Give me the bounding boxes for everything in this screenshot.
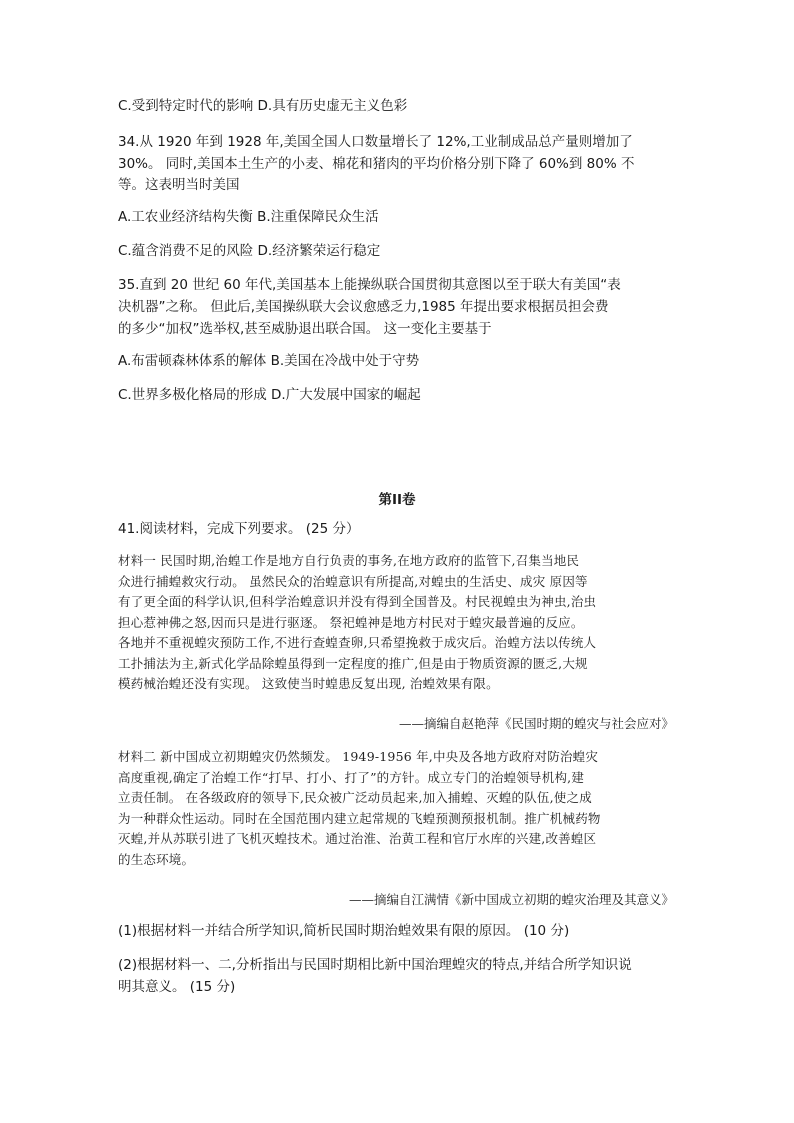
material-1	[118, 551, 678, 695]
q35-options-cd: C.世界多极化格局的形成 D.广大发展中国家的崛起	[118, 387, 421, 403]
material-1-line: 担心惹神佛之怒,因而只是进行驱逐。 祭祀蝗神是地方村民对于蝗灾最普遍的反应。	[118, 614, 584, 630]
q35-options-ab: A.布雷顿森林体系的解体 B.美国在冷战中处于守势	[118, 353, 420, 369]
material-2-line: 高度重视,确定了治蝗工作“打早、打小、打了”的方针。成立专门的治蝗领导机构,建	[118, 769, 585, 785]
q34-options-cd: C.蕴含消费不足的风险 D.经济繁荣运行稳定	[118, 243, 381, 259]
q41-requirement-2-line-2: 明其意义。 (15 分)	[118, 979, 236, 995]
q41-requirement-2-line-1: (2)根据材料一、二,分析指出与民国时期相比新中国治理蝗灾的特点,并结合所学知识说	[118, 957, 632, 973]
q34-stem-line-1: 34.从 1920 年到 1928 年,美国全国人口数量增长了 12%,工业制成品总产量则增加了	[118, 134, 633, 150]
q34-stem-line-3: 等。这表明当时美国	[118, 177, 240, 193]
material-1-line: 模药械治蝗还没有实现。 这致使当时蝗患反复出现, 治蝗效果有限。	[118, 676, 499, 691]
material-1-source: ——摘编自赵艳萍《民国时期的蝗灾与社会应对》	[398, 716, 674, 731]
q33-options-cd: C.受到特定时代的影响 D.具有历史虚无主义色彩	[118, 98, 408, 114]
q34-stem-line-2: 30%。 同时,美国本土生产的小麦、棉花和猪肉的平均价格分别下降了 60%到 80% 不	[118, 156, 635, 172]
q35-stem-line-2: 决机器”之称。 但此后,美国操纵联大会议愈感乏力,1985 年提出要求根据员担会费	[118, 299, 609, 315]
material-2-line: 灭蝗,并从苏联引进了飞机灭蝗技术。通过治淮、治黄工程和官厅水库的兴建,改善蝗区	[118, 831, 597, 846]
material-2-line: 立责任制。 在各级政府的领导下,民众被广泛动员起来,加入捕蝗、灭蝗的队伍,使之成	[118, 790, 592, 805]
material-2-source: ——摘编自江满情《新中国成立初期的蝗灾治理及其意义》	[348, 892, 674, 907]
material-1-line: 众进行捕蝗救灾行动。 虽然民众的治蝗意识有所提高,对蝗虫的生活史、成灾 原因等	[118, 573, 588, 589]
q41-stem: 41.阅读材料，完成下列要求。 (25 分）	[118, 521, 360, 537]
material-2-line: 的生态环境。	[118, 851, 195, 867]
material-2	[118, 747, 678, 870]
q34-options-ab: A.工农业经济结构失衡 B.注重保障民众生活	[118, 209, 379, 225]
material-1-line: 有了更全面的科学认识,但科学治蝗意识并没有得到全国普及。村民视蝗虫为神虫,治虫	[118, 594, 597, 609]
material-1-line: 各地并不重视蝗灾预防工作,不进行查蝗查卵,只希望挽救于成灾后。治蝗方法以传统人	[118, 635, 597, 650]
q41-requirement-1: (1)根据材料一并结合所学知识,简析民国时期治蝗效果有限的原因。 (10 分)	[118, 923, 570, 939]
material-2-line: 材料二 新中国成立初期蝗灾仍然频发。 1949-1956 年,中央及各地方政府对防治蝗灾	[118, 749, 599, 764]
section-title: 第II卷	[378, 492, 416, 508]
material-1-line: 工扑捕法为主,新式化学品除蝗虽得到一定程度的推广,但是由于物质资源的匮乏,大规	[118, 655, 588, 671]
q35-stem-line-1: 35.直到 20 世纪 60 年代,美国基本上能操纵联合国贯彻其意图以至于联大有美国“表	[118, 277, 621, 293]
material-1-line: 材料一 民国时期,治蝗工作是地方自行负责的事务,在地方政府的监管下,召集当地民	[118, 553, 580, 568]
q35-stem-line-3: 的多少“加权”选举权,甚至威胁退出联合国。 这一变化主要基于	[118, 321, 492, 337]
material-2-line: 为一种群众性运动。同时在全国范围内建立起常规的飞蝗预测预报机制。推广机械药物	[118, 810, 601, 826]
